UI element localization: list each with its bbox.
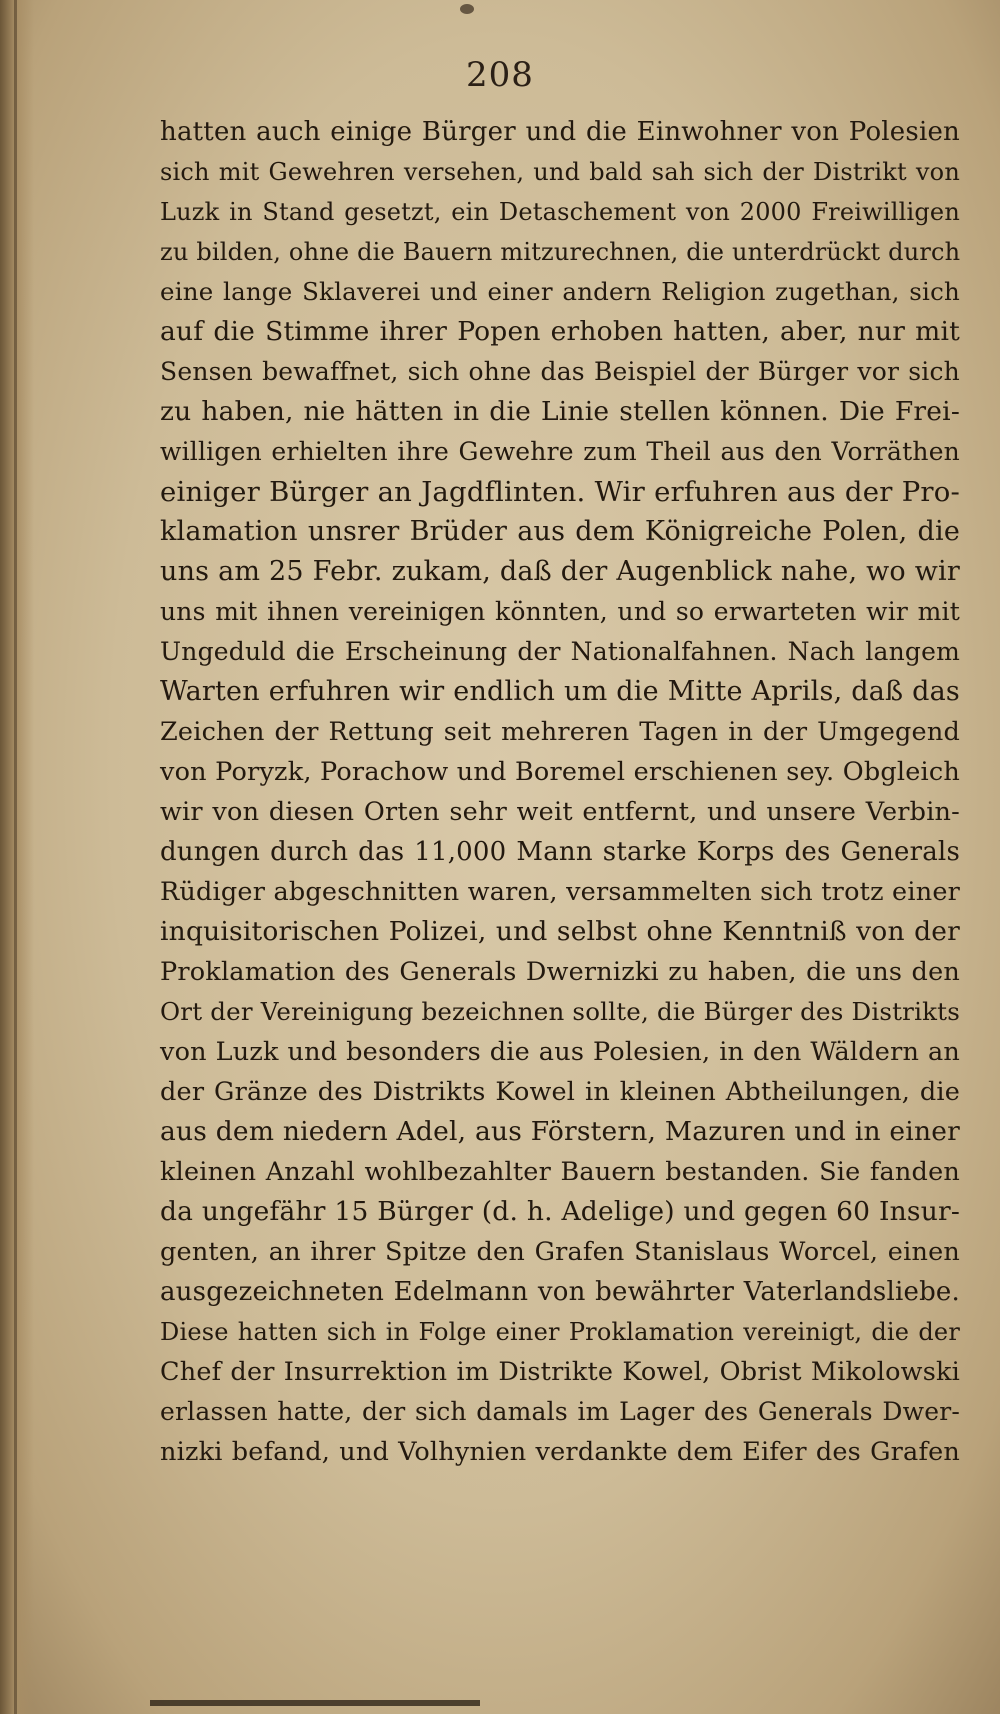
text-line: willigen erhielten ihre Gewehre zum Theil aus den Vorräthen	[160, 437, 960, 466]
text-line: genten, an ihrer Spitze den Grafen Stanislaus Worcel, einen	[160, 1237, 960, 1267]
text-line: Zeichen der Rettung seit mehreren Tagen in der Umgegend	[160, 717, 960, 747]
text-line: auf die Stimme ihrer Popen erhoben hatten, aber, nur mit	[160, 316, 960, 347]
text-line: ausgezeichneten Edelmann von bewährter Vaterlandsliebe.	[160, 1277, 960, 1307]
text-line: kleinen Anzahl wohlbezahlter Bauern bestanden. Sie fanden	[160, 1157, 960, 1187]
text-line: eine lange Sklaverei und einer andern Religion zugethan, sich	[160, 277, 960, 306]
page-bottom-rule	[150, 1700, 480, 1706]
text-line: Diese hatten sich in Folge einer Proklamation vereinigt, die der	[160, 1318, 960, 1346]
text-line: da ungefähr 15 Bürger (d. h. Adelige) und gegen 60 Insur-	[160, 1196, 960, 1227]
text-line: einiger Bürger an Jagdflinten. Wir erfuhren aus der Pro-	[160, 476, 960, 508]
text-line: Ort der Vereinigung bezeichnen sollte, die Bürger des Distrikts	[160, 997, 960, 1026]
text-line: zu bilden, ohne die Bauern mitzurechnen, die unterdrückt durch	[160, 238, 961, 266]
text-line: dungen durch das 11,000 Mann starke Korps des Generals	[160, 837, 960, 867]
text-line: uns mit ihnen vereinigen könnten, und so erwarteten wir mit	[160, 597, 960, 626]
body-text	[160, 112, 960, 1472]
text-line: zu haben, nie hätten in die Linie stellen können. Die Frei-	[160, 396, 960, 427]
text-line: von Luzk und besonders die aus Polesien, in den Wäldern an	[160, 1037, 960, 1067]
text-line: aus dem niedern Adel, aus Förstern, Mazuren und in einer	[160, 1116, 960, 1147]
text-line: inquisitorischen Polizei, und selbst ohne Kenntniß von der	[160, 916, 960, 947]
text-line: klamation unsrer Brüder aus dem Königreiche Polen, die	[160, 516, 960, 547]
text-line: nizki befand, und Volhynien verdankte dem Eifer des Grafen	[160, 1437, 960, 1467]
binding-rule	[14, 0, 17, 1714]
binding-shadow	[0, 0, 34, 1714]
text-line: sich mit Gewehren versehen, und bald sah sich der Distrikt von	[160, 158, 960, 186]
text-line: Rüdiger abgeschnitten waren, versammelten sich trotz einer	[160, 877, 960, 907]
text-line: Proklamation des Generals Dwernizki zu haben, die uns den	[160, 957, 960, 987]
text-line: Luzk in Stand gesetzt, ein Detaschement von 2000 Freiwilligen	[160, 198, 960, 226]
text-line: Chef der Insurrektion im Distrikte Kowel, Obrist Mikolowski	[160, 1357, 960, 1387]
text-line: wir von diesen Orten sehr weit entfernt, und unsere Verbin-	[160, 797, 960, 827]
text-line: uns am 25 Febr. zukam, daß der Augenblick nahe, wo wir	[160, 556, 960, 587]
ink-spot	[460, 4, 474, 14]
text-line: hatten auch einige Bürger und die Einwohner von Polesien	[160, 117, 960, 147]
text-line: erlassen hatte, der sich damals im Lager des Generals Dwer-	[160, 1397, 960, 1426]
page-number: 208	[466, 55, 534, 95]
text-line: Warten erfuhren wir endlich um die Mitte Aprils, daß das	[160, 676, 960, 707]
text-line: Sensen bewaffnet, sich ohne das Beispiel der Bürger vor sich	[160, 357, 960, 386]
text-line: von Poryzk, Porachow und Boremel erschienen sey. Obgleich	[160, 757, 960, 787]
text-line: Ungeduld die Erscheinung der Nationalfahnen. Nach langem	[160, 637, 960, 666]
text-line: der Gränze des Distrikts Kowel in kleinen Abtheilungen, die	[160, 1077, 960, 1107]
